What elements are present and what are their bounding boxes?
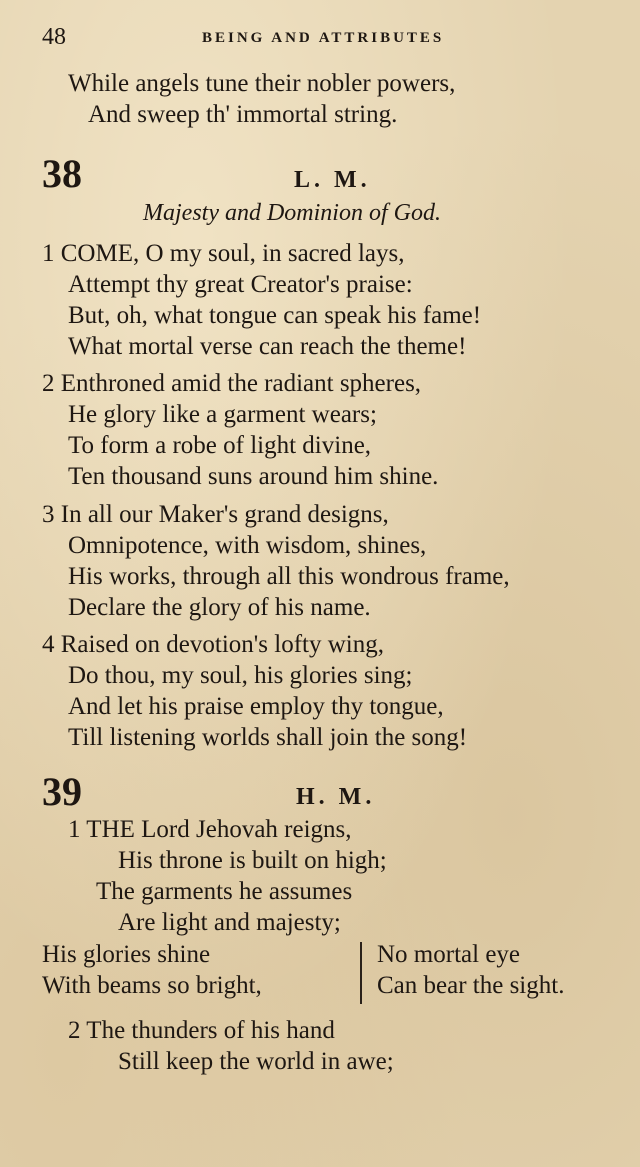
verse-line: 3 In all our Maker's grand designs, bbox=[42, 501, 389, 528]
hymn-meter: L. M. bbox=[294, 167, 371, 193]
verse-line: The garments he assumes bbox=[96, 878, 353, 905]
verse-line: Attempt thy great Creator's praise: bbox=[68, 271, 413, 298]
verse-line: Can bear the sight. bbox=[377, 972, 565, 999]
hymn-number: 39 bbox=[42, 769, 82, 814]
page-header bbox=[42, 24, 580, 54]
verse-line: His glories shine bbox=[42, 941, 211, 968]
verse-line: And sweep th' immortal string. bbox=[88, 101, 398, 128]
hymn-subtitle: Majesty and Dominion of God. bbox=[143, 200, 441, 226]
verse-line: 1 THE Lord Jehovah reigns, bbox=[68, 816, 352, 843]
verse-line: 4 Raised on devotion's lofty wing, bbox=[42, 631, 384, 658]
column-divider bbox=[360, 942, 362, 1004]
verse-line: Declare the glory of his name. bbox=[68, 594, 371, 621]
verse-line: With beams so bright, bbox=[42, 972, 262, 999]
verse-line: While angels tune their nobler powers, bbox=[68, 70, 456, 97]
page-number: 48 bbox=[42, 24, 66, 50]
verse-line: His throne is built on high; bbox=[118, 847, 387, 874]
verse-line: He glory like a garment wears; bbox=[68, 401, 377, 428]
verse-line: What mortal verse can reach the theme! bbox=[68, 333, 467, 360]
verse-line: Ten thousand suns around him shine. bbox=[68, 463, 439, 490]
hymn-number: 38 bbox=[42, 151, 82, 196]
verse-line: To form a robe of light divine, bbox=[68, 432, 372, 459]
verse-line: Till listening worlds shall join the song! bbox=[68, 724, 468, 751]
verse-line: 1 COME, O my soul, in sacred lays, bbox=[42, 240, 405, 267]
verse-line: His works, through all this wondrous frame, bbox=[68, 563, 510, 590]
verse-line: And let his praise employ thy tongue, bbox=[68, 693, 444, 720]
verse-line: But, oh, what tongue can speak his fame! bbox=[68, 302, 482, 329]
verse-line: Omnipotence, with wisdom, shines, bbox=[68, 532, 427, 559]
verse-line: Are light and majesty; bbox=[118, 909, 341, 936]
hymn-meter: H. M. bbox=[296, 784, 376, 810]
verse-line: 2 The thunders of his hand bbox=[68, 1017, 335, 1044]
verse-line: Still keep the world in awe; bbox=[118, 1048, 394, 1075]
verse-line: 2 Enthroned amid the radiant spheres, bbox=[42, 370, 422, 397]
running-head: BEING AND ATTRIBUTES bbox=[202, 30, 445, 46]
verse-line: No mortal eye bbox=[377, 941, 521, 968]
verse-line: Do thou, my soul, his glories sing; bbox=[68, 662, 413, 689]
